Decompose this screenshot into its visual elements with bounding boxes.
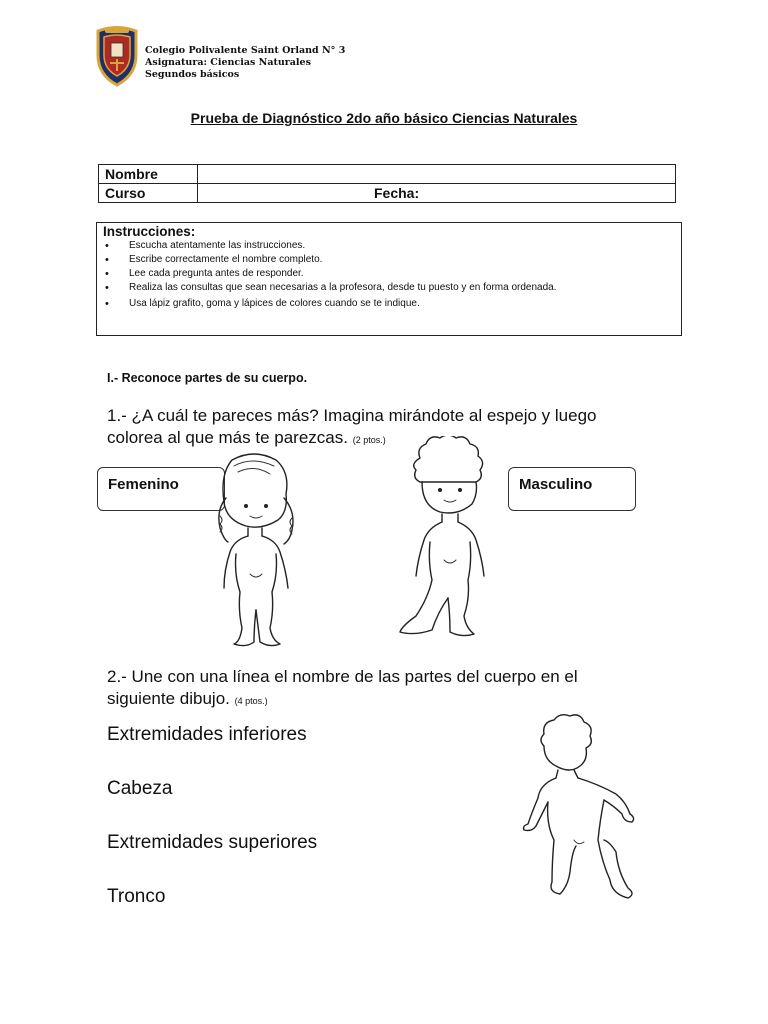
instructions-list: [103, 239, 675, 311]
label-femenino: Femenino: [97, 467, 225, 511]
instructions-heading: Instrucciones:: [103, 224, 196, 239]
body-part-label[interactable]: Extremidades inferiores: [107, 724, 307, 745]
subject-line: Asignatura: Ciencias Naturales: [145, 57, 311, 68]
name-field[interactable]: [198, 165, 676, 184]
body-part-label[interactable]: Cabeza: [107, 778, 173, 799]
question-1-line-1: 1.- ¿A cuál te pareces más? Imagina mirándote al espejo y luego: [107, 406, 597, 425]
instruction-item: • Usa lápiz grafito, goma y lápices de colores cuando se te indique.: [103, 297, 675, 311]
question-2-line-2: [107, 688, 268, 712]
course-label: Curso: [99, 184, 198, 203]
label-masculino: Masculino: [508, 467, 636, 511]
question-1-line-2: [107, 427, 386, 451]
instruction-item: • Lee cada pregunta antes de responder.: [103, 267, 675, 281]
question-1-points: (2 ptos.): [352, 435, 386, 445]
girl-drawing[interactable]: [198, 450, 310, 665]
question-2-line-1: 2.- Une con una línea el nombre de las partes del cuerpo en el: [107, 667, 578, 686]
name-label: Nombre: [99, 165, 198, 184]
instruction-item: • Escucha atentamente las instrucciones.: [103, 239, 675, 253]
instruction-item: • Realiza las consultas que sean necesarias a la profesora, desde tu puesto y en forma ordenada.: [103, 281, 675, 295]
date-label: Fecha:: [374, 185, 420, 201]
school-crest-logo: [95, 25, 139, 87]
question-1-text: colorea al que más te parezcas.: [107, 428, 348, 447]
boy-drawing[interactable]: [392, 436, 504, 653]
student-info-table: [98, 164, 676, 203]
section-heading: I.- Reconoce partes de su cuerpo.: [107, 371, 308, 385]
body-outline-drawing[interactable]: [518, 712, 648, 915]
grade-line: Segundos básicos: [145, 69, 240, 80]
test-title: Prueba de Diagnóstico 2do año básico Ciencias Naturales: [190, 110, 578, 126]
question-2-points: (4 ptos.): [234, 696, 268, 706]
course-date-field[interactable]: [198, 184, 676, 203]
question-2-text: siguiente dibujo.: [107, 689, 230, 708]
instructions-box: [96, 222, 682, 336]
body-part-label[interactable]: Tronco: [107, 886, 166, 907]
body-part-label[interactable]: Extremidades superiores: [107, 832, 318, 853]
school-name: Colegio Polivalente Saint Orland N° 3: [145, 45, 346, 56]
instruction-item: • Escribe correctamente el nombre completo.: [103, 253, 675, 267]
